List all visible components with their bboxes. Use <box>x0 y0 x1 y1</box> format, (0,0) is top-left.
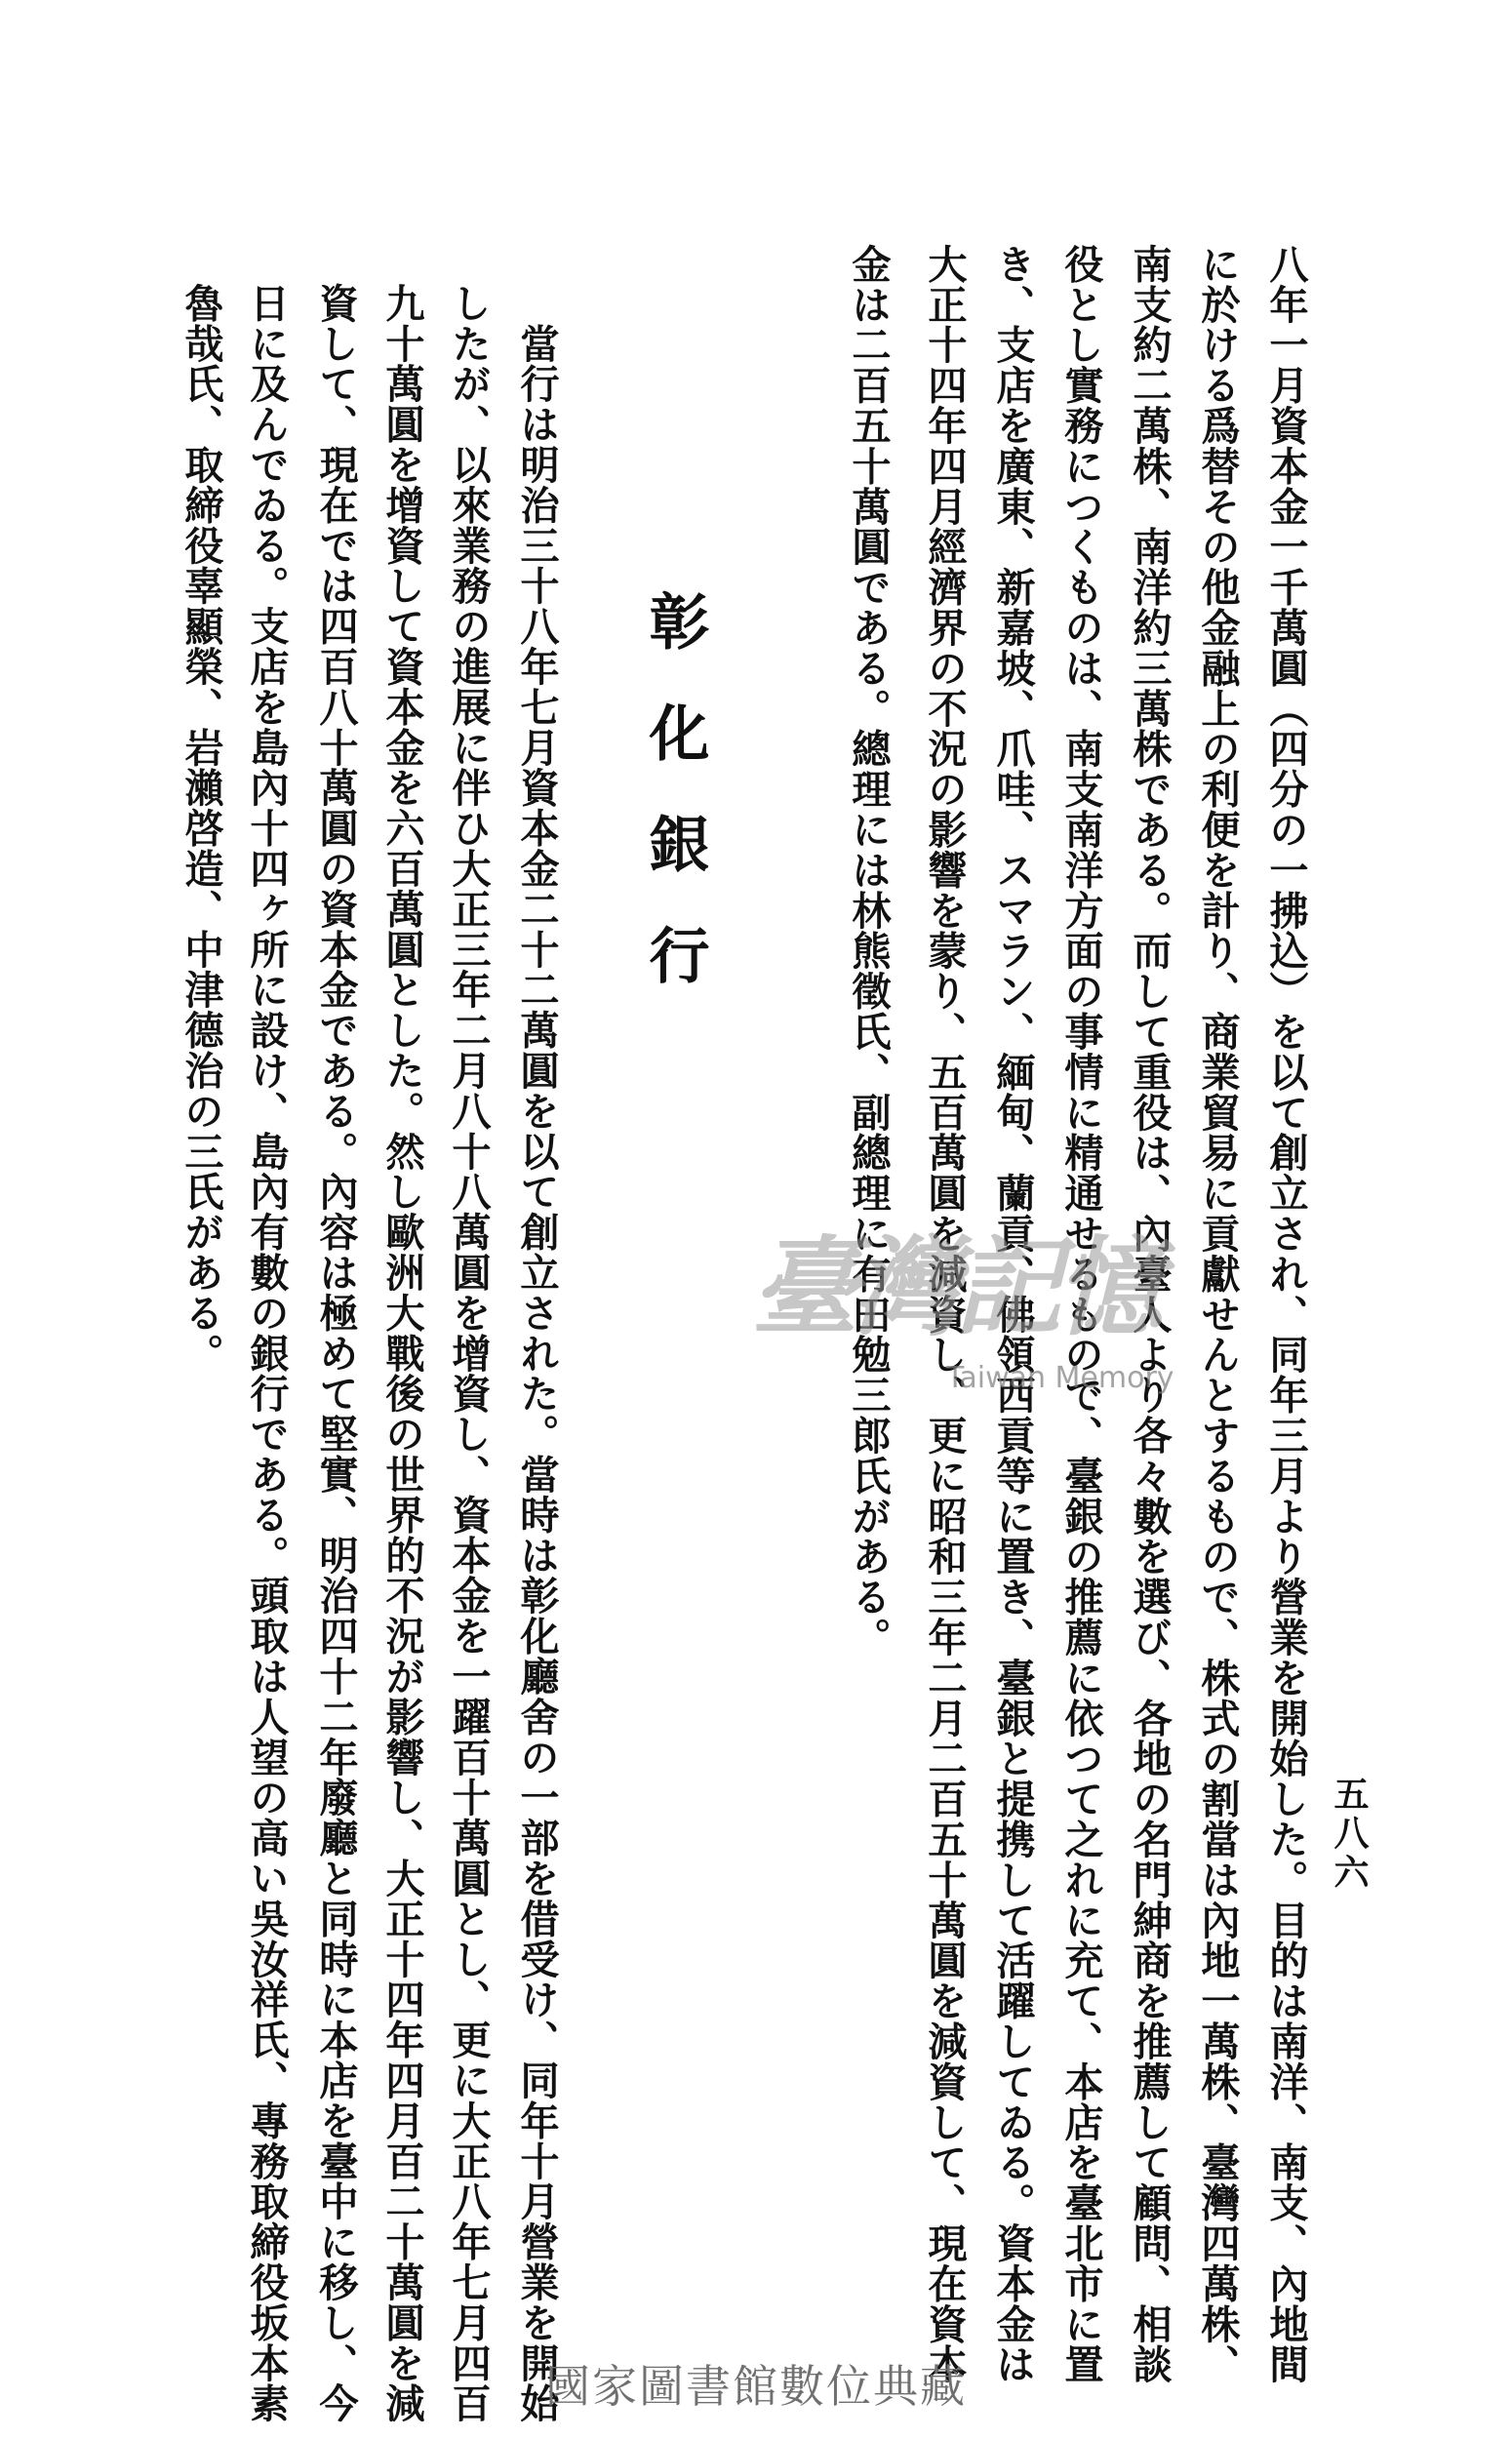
text-column: 當行は明治三十八年七月資本金二十二萬圓を以て創立された。當時は彰化廳舍の一部を借受け、同年十月營業を開始 <box>514 283 560 2424</box>
text-column: 八年一月資本金一千萬圓（四分の一拂込）を以て創立され、同年三月より營業を開始した。目的は南洋、南支、內地間 <box>1263 244 1309 2385</box>
watermark-subtext: Taiwan Memory <box>946 1361 1174 1395</box>
text-column: き、支店を廣東、新嘉坡、爪哇、スマラン、緬甸、蘭貢、佛領西貢等に置き、臺銀と提携して活躍してゐる。資本金は <box>990 244 1036 2385</box>
text-column: 九十萬圓を增資して資本金を六百萬圓とした。然し歐洲大戰後の世界的不況が影響し、大正十四年四月百二十萬圓を減 <box>379 283 425 2424</box>
section-title: 彰化銀行 <box>639 590 710 1035</box>
text-column: 大正十四年四月經濟界の不況の影響を蒙り、五百萬圓を減資し、更に昭和三年二月二百五十萬圓を減資して、現在資本 <box>922 244 968 2385</box>
text-column: 役とし實務につくものは、南支南洋方面の事情に精通せるもので、臺銀の推薦に依つて之れに充て、本店を臺北市に置 <box>1058 244 1104 2385</box>
footer-credit: 國家圖書館數位典藏 <box>545 2360 967 2413</box>
page-number: 五八六 <box>1329 1776 1370 1893</box>
text-column: 金は二百五十萬圓である。總理には林熊徵氏、副總理に有田勉三郎氏がある。 <box>846 244 892 1658</box>
text-column: 南支約二萬株、南洋約三萬株である。而して重役は、內臺人より各々數を選び、各地の名門紳商を推薦して顧問、相談 <box>1127 244 1173 2385</box>
text-column: したが、以來業務の進展に伴ひ大正三年二月八十八萬圓を增資し、資本金を一躍百十萬圓とし、更に大正八年七月四百 <box>446 283 492 2424</box>
text-column: に於ける爲替その他金融上の利便を計り、商業貿易に貢獻せんとするもので、株式の割當は內地一萬株、臺灣四萬株、 <box>1195 244 1241 2385</box>
text-column: 資して、現在では四百八十萬圓の資本金である。內容は極めて堅實、明治四十二年廢廳と同時に本店を臺中に移し、今 <box>313 283 359 2424</box>
watermark-text: 臺灣記憶 <box>751 1224 1157 1350</box>
text-column: 日に及んでゐる。支店を島內十四ヶ所に設け、島內有數の銀行である。頭取は人望の高い吳汝祥氏、專務取締役坂本素 <box>244 283 290 2424</box>
text-column: 魯哉氏、取締役辜顯榮、岩瀨啓造、中津德治の三氏がある。 <box>179 283 224 1374</box>
